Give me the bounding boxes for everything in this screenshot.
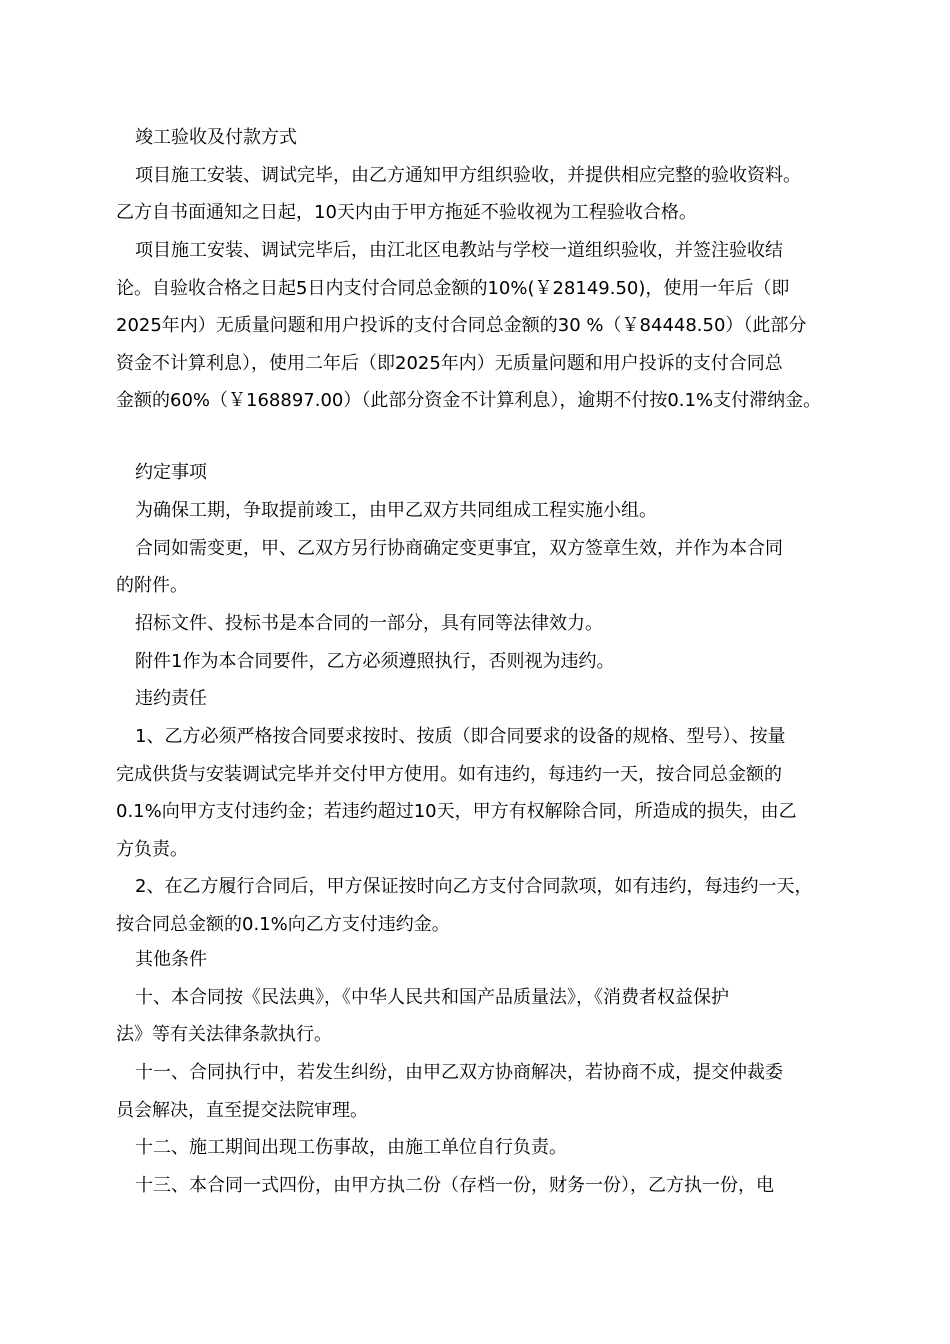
paragraph-line: 员会解决，直至提交法院审理。 — [116, 1100, 368, 1121]
paragraph-line: 乙方自书面通知之日起，10天内由于甲方拖延不验收视为工程验收合格。 — [116, 202, 697, 223]
paragraph-line: 十三、本合同一式四份，由甲方执二份（存档一份，财务一份），乙方执一份，电 — [135, 1175, 774, 1196]
paragraph-line: 方负责。 — [116, 839, 188, 860]
section-heading-liability: 违约责任 — [135, 688, 207, 709]
paragraph-line: 项目施工安装、调试完毕后，由江北区电教站与学校一道组织验收，并签注验收结 — [135, 240, 783, 261]
paragraph-line: 十一、合同执行中，若发生纠纷，由甲乙双方协商解决，若协商不成，提交仲裁委 — [135, 1062, 783, 1083]
paragraph-line: 2025年内）无质量问题和用户投诉的支付合同总金额的30 %（￥84448.50）（此部分 — [116, 315, 807, 336]
paragraph-line: 论。自验收合格之日起5日内支付合同总金额的10%(￥28149.50)，使用一年后（即 — [116, 278, 790, 299]
paragraph-line: 2、在乙方履行合同后，甲方保证按时向乙方支付合同款项，如有违约，每违约一天， — [135, 876, 813, 897]
paragraph-line: 招标文件、投标书是本合同的一部分，具有同等法律效力。 — [135, 613, 603, 634]
section-heading-agreed-matters: 约定事项 — [135, 462, 207, 483]
paragraph-line: 完成供货与安装调试完毕并交付甲方使用。如有违约，每违约一天，按合同总金额的 — [116, 764, 782, 785]
paragraph-line: 的附件。 — [116, 575, 188, 596]
paragraph-line: 十二、施工期间出现工伤事故，由施工单位自行负责。 — [135, 1137, 567, 1158]
section-heading-other-terms: 其他条件 — [135, 949, 207, 970]
paragraph-line: 按合同总金额的0.1%向乙方支付违约金。 — [116, 914, 450, 935]
paragraph-line: 0.1%向甲方支付违约金；若违约超过10天，甲方有权解除合同，所造成的损失，由乙 — [116, 801, 797, 822]
paragraph-line: 法》等有关法律条款执行。 — [116, 1024, 332, 1045]
paragraph-line: 资金不计算利息），使用二年后（即2025年内）无质量问题和用户投诉的支付合同总 — [116, 353, 783, 374]
paragraph-line: 十、本合同按《民法典》，《中华人民共和国产品质量法》，《消费者权益保护 — [135, 987, 729, 1008]
paragraph-line: 为确保工期，争取提前竣工，由甲乙双方共同组成工程实施小组。 — [135, 500, 657, 521]
paragraph-line: 1、乙方必须严格按合同要求按时、按质（即合同要求的设备的规格、型号）、按量 — [135, 726, 786, 747]
paragraph-line: 合同如需变更，甲、乙双方另行协商确定变更事宜，双方签章生效，并作为本合同 — [135, 538, 783, 559]
paragraph-line: 附件1作为本合同要件，乙方必须遵照执行，否则视为违约。 — [135, 651, 615, 672]
paragraph-line: 项目施工安装、调试完毕，由乙方通知甲方组织验收，并提供相应完整的验收资料。 — [135, 165, 801, 186]
paragraph-line: 金额的60%（￥168897.00）（此部分资金不计算利息），逾期不付按0.1%支付滞纳金。 — [116, 390, 822, 411]
section-heading-acceptance-payment: 竣工验收及付款方式 — [135, 127, 297, 148]
